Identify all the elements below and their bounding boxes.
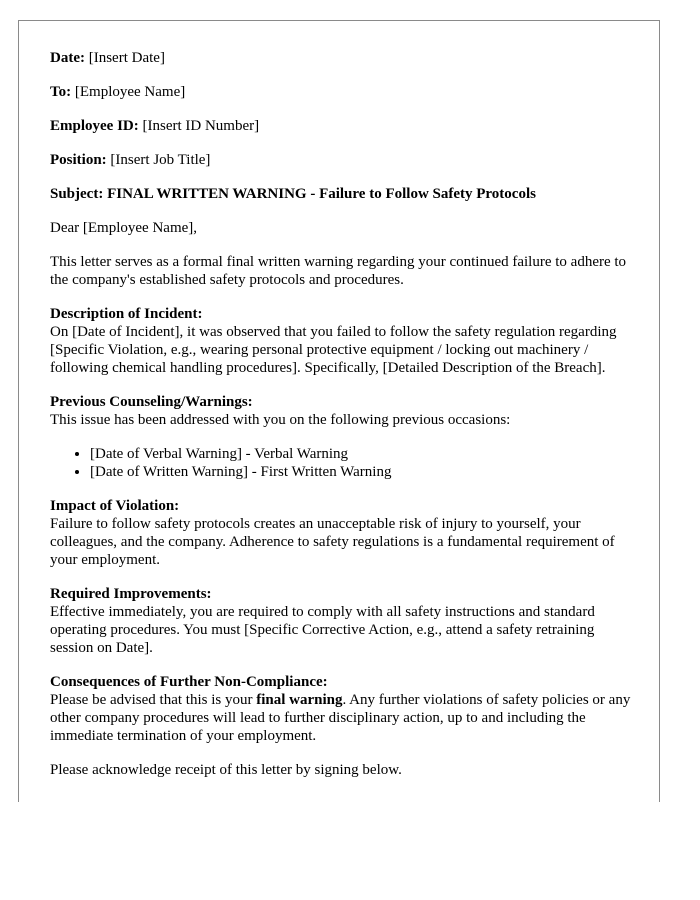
acknowledge-paragraph: Please acknowledge receipt of this letter by signing below. xyxy=(50,762,402,778)
impact-section xyxy=(50,497,640,569)
list-item: • [Date of Verbal Warning] - Verbal Warning xyxy=(90,445,640,463)
consequences-heading: Consequences of Further Non-Compliance: xyxy=(50,674,328,690)
salutation: Dear [Employee Name], xyxy=(50,220,198,236)
employee-id-line xyxy=(50,117,640,135)
to-label: To: xyxy=(50,84,72,100)
date-label: Date: xyxy=(50,50,85,66)
position-value: [Insert Job Title] xyxy=(110,152,211,168)
incident-section xyxy=(50,305,640,377)
impact-heading: Impact of Violation: xyxy=(50,498,180,514)
previous-warnings-heading: Previous Counseling/Warnings: xyxy=(50,394,253,410)
incident-heading: Description of Incident: xyxy=(50,306,203,322)
letter-body xyxy=(50,49,640,795)
position-line xyxy=(50,151,640,169)
position-label: Position: xyxy=(50,152,107,168)
consequences-section xyxy=(50,673,640,745)
employee-id-value: [Insert ID Number] xyxy=(142,118,260,134)
previous-warnings-list xyxy=(50,445,640,481)
consequences-text-after: . Any further violations of safety policies or any other company procedures will lead to further disciplinary action, up to and including the immediate termination of your employment. xyxy=(50,692,631,744)
list-item: • [Date of Written Warning] - First Written Warning xyxy=(90,463,640,481)
improvements-text: Effective immediately, you are required to comply with all safety instructions and standard operating procedures. You must [Specific Corrective Action, e.g., attend a safety retraining session on Date]. xyxy=(50,604,595,656)
letter-page xyxy=(18,20,660,802)
to-value: [Employee Name] xyxy=(74,84,186,100)
intro-paragraph: This letter serves as a formal final written warning regarding your continued failure to adhere to the company's established safety protocols and procedures. xyxy=(50,254,627,288)
previous-warnings-text: This issue has been addressed with you on the following previous occasions: xyxy=(50,412,511,428)
date-line xyxy=(50,49,640,67)
previous-warnings-section xyxy=(50,393,640,481)
final-warning-emphasis: final warning xyxy=(256,692,343,708)
consequences-text-before: Please be advised that this is your xyxy=(50,692,257,708)
impact-text: Failure to follow safety protocols creates an unacceptable risk of injury to yourself, your colleagues, and the company. Adherence to safety regulations is a fundamental requirement of your employment. xyxy=(50,516,615,568)
improvements-heading: Required Improvements: xyxy=(50,586,212,602)
date-value: [Insert Date] xyxy=(88,50,165,66)
employee-id-label: Employee ID: xyxy=(50,118,139,134)
to-line xyxy=(50,83,640,101)
improvements-section xyxy=(50,585,640,657)
incident-text: On [Date of Incident], it was observed that you failed to follow the safety regulation regarding [Specific Violation, e.g., wearing personal protective equipment / locking out machinery / following chemical handling procedures]. Specifically, [Detailed Description of the Breach]. xyxy=(50,324,617,376)
subject-line: Subject: FINAL WRITTEN WARNING - Failure to Follow Safety Protocols xyxy=(50,186,536,202)
